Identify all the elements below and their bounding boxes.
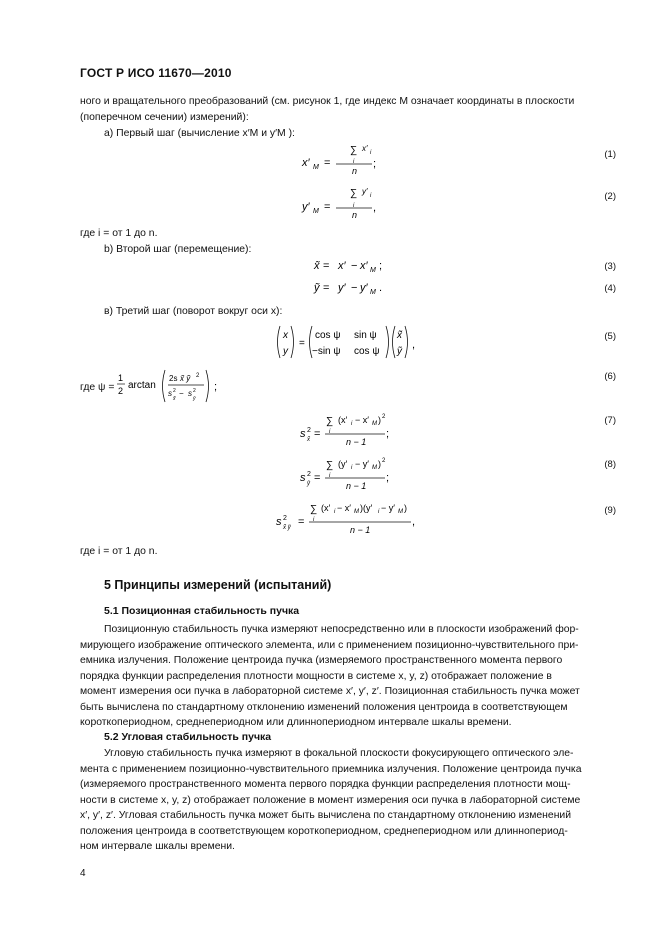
svg-text:=: = bbox=[298, 516, 305, 528]
svg-text:s: s bbox=[300, 428, 306, 440]
svg-text:2: 2 bbox=[307, 427, 311, 434]
psi-definition-label: где ψ = bbox=[80, 382, 115, 393]
intro-line-2: (поперечном сечении) измерений): bbox=[80, 112, 249, 123]
svg-text:=: = bbox=[299, 338, 305, 349]
svg-text:,: , bbox=[373, 202, 377, 214]
step-b: b) Второй шаг (перемещение): bbox=[104, 244, 252, 255]
svg-text:s: s bbox=[276, 516, 282, 528]
svg-text:2: 2 bbox=[283, 515, 287, 522]
svg-text:y: y bbox=[283, 346, 288, 357]
svg-text:i: i bbox=[370, 193, 372, 199]
equation-1 bbox=[300, 140, 440, 178]
equation-8-number: (8) bbox=[604, 459, 616, 470]
svg-text:− x′: − x′ bbox=[355, 415, 369, 425]
svg-text:M: M bbox=[313, 208, 319, 215]
svg-text:ỹ: ỹ bbox=[307, 481, 310, 487]
equation-3-number: (3) bbox=[604, 261, 616, 272]
section-5-2-title: 5.2 Угловая стабильность пучка bbox=[104, 731, 272, 743]
svg-text:i: i bbox=[334, 509, 336, 515]
svg-text:): ) bbox=[404, 503, 407, 513]
body-line: x′, y′, z′. Угловая стабильность пучка может быть вычислена по стандартному отклонению изменений bbox=[80, 810, 572, 821]
svg-text:x̃ ỹ: x̃ ỹ bbox=[283, 525, 291, 531]
i-range-2: где i = от 1 до n. bbox=[80, 546, 158, 557]
svg-text:=: = bbox=[323, 282, 330, 294]
svg-text:ỹ: ỹ bbox=[193, 396, 196, 402]
svg-text:M: M bbox=[313, 164, 319, 171]
section-5-1-title: 5.1 Позиционная стабильность пучка bbox=[104, 605, 300, 617]
svg-text:2: 2 bbox=[382, 458, 386, 464]
svg-text:y′: y′ bbox=[360, 282, 368, 294]
svg-text:2: 2 bbox=[382, 414, 386, 420]
svg-text:s: s bbox=[168, 389, 172, 398]
svg-text:x̃ ỹ: x̃ ỹ bbox=[180, 374, 191, 383]
equation-2 bbox=[300, 182, 440, 222]
svg-text:=: = bbox=[324, 157, 331, 169]
svg-text:(x′: (x′ bbox=[321, 503, 331, 513]
svg-text:∑: ∑ bbox=[326, 416, 334, 427]
svg-text:M: M bbox=[370, 289, 376, 296]
svg-text:,: , bbox=[412, 339, 416, 351]
equation-9 bbox=[274, 498, 424, 538]
body-line: (измеряемого пространственного момента первого порядка функции распределения плотности мощ- bbox=[80, 779, 571, 790]
svg-text:2: 2 bbox=[173, 388, 176, 394]
step-v: в) Третий шаг (поворот вокруг оси x): bbox=[104, 306, 283, 317]
svg-text:s: s bbox=[188, 389, 192, 398]
svg-text:M: M bbox=[372, 421, 377, 427]
i-range-1: где i = от 1 до n. bbox=[80, 228, 158, 239]
svg-text:∑: ∑ bbox=[350, 188, 358, 199]
equation-4 bbox=[312, 278, 412, 298]
body-line: емника излучения. Положение центроида пучка (измеряемого пространственного момента первого bbox=[80, 655, 563, 666]
body-line: мента с применением позиционно-чувствительного приемника излучения. Положение центроида пучка bbox=[80, 763, 582, 775]
equation-5 bbox=[274, 324, 424, 360]
svg-text:i: i bbox=[351, 465, 353, 471]
equation-6 bbox=[116, 368, 226, 404]
svg-text:i: i bbox=[378, 509, 380, 515]
svg-text:−sin ψ: −sin ψ bbox=[312, 346, 341, 357]
svg-text:;: ; bbox=[379, 260, 383, 272]
svg-text:i: i bbox=[370, 150, 372, 156]
svg-text:∑: ∑ bbox=[350, 145, 358, 156]
svg-text:=: = bbox=[314, 472, 321, 484]
svg-text:− x′: − x′ bbox=[337, 503, 351, 513]
svg-text:M: M bbox=[398, 509, 403, 515]
svg-text:−: − bbox=[351, 260, 358, 272]
svg-text:i: i bbox=[351, 421, 353, 427]
svg-text:M: M bbox=[370, 267, 376, 274]
svg-text:− y′: − y′ bbox=[355, 459, 369, 469]
intro-line-1: ного и вращательного преобразований (см. рисунок 1, где индекс M означает координаты в плоскости bbox=[80, 96, 575, 107]
svg-text:;: ; bbox=[373, 158, 377, 170]
body-line: Угловую стабильность пучка измеряют в фокальной плоскости фокусирующего оптического эле- bbox=[104, 748, 574, 759]
svg-text:2: 2 bbox=[118, 386, 124, 396]
svg-text:− y′: − y′ bbox=[381, 503, 395, 513]
svg-text:.: . bbox=[379, 282, 383, 294]
equation-3 bbox=[312, 256, 412, 276]
svg-text:2: 2 bbox=[307, 471, 311, 478]
svg-text:ỹ: ỹ bbox=[397, 346, 402, 357]
svg-text:n − 1: n − 1 bbox=[350, 525, 371, 535]
equation-7-number: (7) bbox=[604, 415, 616, 426]
svg-text:x′: x′ bbox=[338, 260, 346, 272]
svg-text:2: 2 bbox=[196, 373, 200, 379]
svg-text:n: n bbox=[352, 210, 358, 220]
svg-text:ỹ: ỹ bbox=[314, 282, 320, 294]
equation-2-number: (2) bbox=[604, 191, 616, 202]
body-line: ном интервале шкалы времени. bbox=[80, 841, 235, 852]
svg-text:i: i bbox=[353, 159, 355, 165]
svg-text:i: i bbox=[353, 203, 355, 209]
svg-text:;: ; bbox=[386, 428, 390, 440]
section-5-1-body bbox=[80, 622, 580, 731]
svg-text:y′: y′ bbox=[338, 282, 346, 294]
equation-6-number: (6) bbox=[604, 371, 616, 382]
svg-text:n − 1: n − 1 bbox=[346, 481, 367, 491]
equation-5-number: (5) bbox=[604, 331, 616, 342]
svg-text:M: M bbox=[354, 509, 359, 515]
equation-1-number: (1) bbox=[604, 149, 616, 160]
svg-text:=: = bbox=[323, 260, 330, 272]
svg-text:M: M bbox=[372, 465, 377, 471]
section-5-2-body bbox=[80, 746, 580, 855]
body-line: короткопериодном, среднепериодном или длиннопериодном интервале шкалы времени. bbox=[80, 717, 512, 728]
body-line: Позиционную стабильность пучка измеряют непосредственно или в плоскости изображений фор- bbox=[104, 624, 579, 635]
equation-9-number: (9) bbox=[604, 505, 616, 516]
svg-text:cos ψ: cos ψ bbox=[315, 330, 341, 341]
svg-text:x̃: x̃ bbox=[397, 330, 402, 341]
svg-text:−: − bbox=[351, 282, 358, 294]
svg-text:∑: ∑ bbox=[310, 504, 318, 515]
body-line: момент измерения оси пучка в лабораторной системе x′, y′, z′. Позиционная стабильность пучка может bbox=[80, 686, 580, 697]
body-line: мирующего изображение оптического элемента, или с применением позиционно-чувствительного при- bbox=[80, 639, 579, 651]
svg-text:(x′: (x′ bbox=[338, 415, 348, 425]
svg-text:;: ; bbox=[214, 381, 218, 393]
svg-text:;: ; bbox=[386, 472, 390, 484]
svg-text:i: i bbox=[329, 429, 331, 435]
page-number: 4 bbox=[80, 868, 86, 879]
svg-text:n: n bbox=[352, 166, 358, 176]
svg-text:−: − bbox=[179, 389, 184, 398]
svg-text:2s: 2s bbox=[169, 374, 178, 383]
svg-text:n − 1: n − 1 bbox=[346, 437, 367, 447]
svg-text:=: = bbox=[314, 428, 321, 440]
body-line: быть вычислена по стандартному отклонению изменений положения центроида в соответствующем bbox=[80, 701, 568, 713]
svg-text:y′: y′ bbox=[302, 201, 310, 213]
svg-text:x′: x′ bbox=[302, 157, 310, 169]
svg-text:arctan: arctan bbox=[128, 380, 156, 391]
body-line: ности в системе x, y, z) отображает положение в момент измерения оси пучка в лабораторной системе bbox=[80, 794, 581, 806]
svg-text:i: i bbox=[329, 473, 331, 479]
svg-text:sin ψ: sin ψ bbox=[354, 330, 377, 341]
svg-text:s: s bbox=[300, 472, 306, 484]
svg-text:x̃: x̃ bbox=[307, 437, 310, 443]
svg-text:): ) bbox=[378, 415, 381, 425]
svg-text:(y′: (y′ bbox=[338, 459, 348, 469]
svg-text:1: 1 bbox=[118, 373, 124, 383]
section-5-title: 5 Принципы измерений (испытаний) bbox=[104, 578, 332, 592]
equation-4-number: (4) bbox=[604, 283, 616, 294]
svg-text:x′: x′ bbox=[362, 144, 368, 153]
body-line: положения центроида в соответствующем короткопериодном, среднепериодном или длиннопериод- bbox=[80, 825, 568, 837]
svg-text:x′: x′ bbox=[360, 260, 368, 272]
svg-text:x: x bbox=[283, 330, 288, 341]
svg-text:x̃: x̃ bbox=[314, 260, 320, 272]
equation-7 bbox=[298, 410, 408, 450]
equation-8 bbox=[298, 454, 408, 494]
svg-text:cos ψ: cos ψ bbox=[354, 346, 380, 357]
svg-text:i: i bbox=[313, 517, 315, 523]
svg-text:2: 2 bbox=[193, 388, 196, 394]
svg-text:x̃: x̃ bbox=[173, 396, 176, 402]
svg-text:y′: y′ bbox=[362, 187, 368, 196]
svg-text:=: = bbox=[324, 201, 331, 213]
svg-text:): ) bbox=[378, 459, 381, 469]
page-header: ГОСТ Р ИСО 11670—2010 bbox=[80, 66, 232, 80]
body-line: порядка функции распределения плотности мощности в системе x, y, z) отображает положение в bbox=[80, 670, 552, 682]
svg-text:)(y′: )(y′ bbox=[360, 503, 373, 513]
svg-text:,: , bbox=[412, 516, 416, 528]
step-a: а) Первый шаг (вычисление x′M и y′M ): bbox=[104, 128, 295, 139]
svg-text:∑: ∑ bbox=[326, 460, 334, 471]
